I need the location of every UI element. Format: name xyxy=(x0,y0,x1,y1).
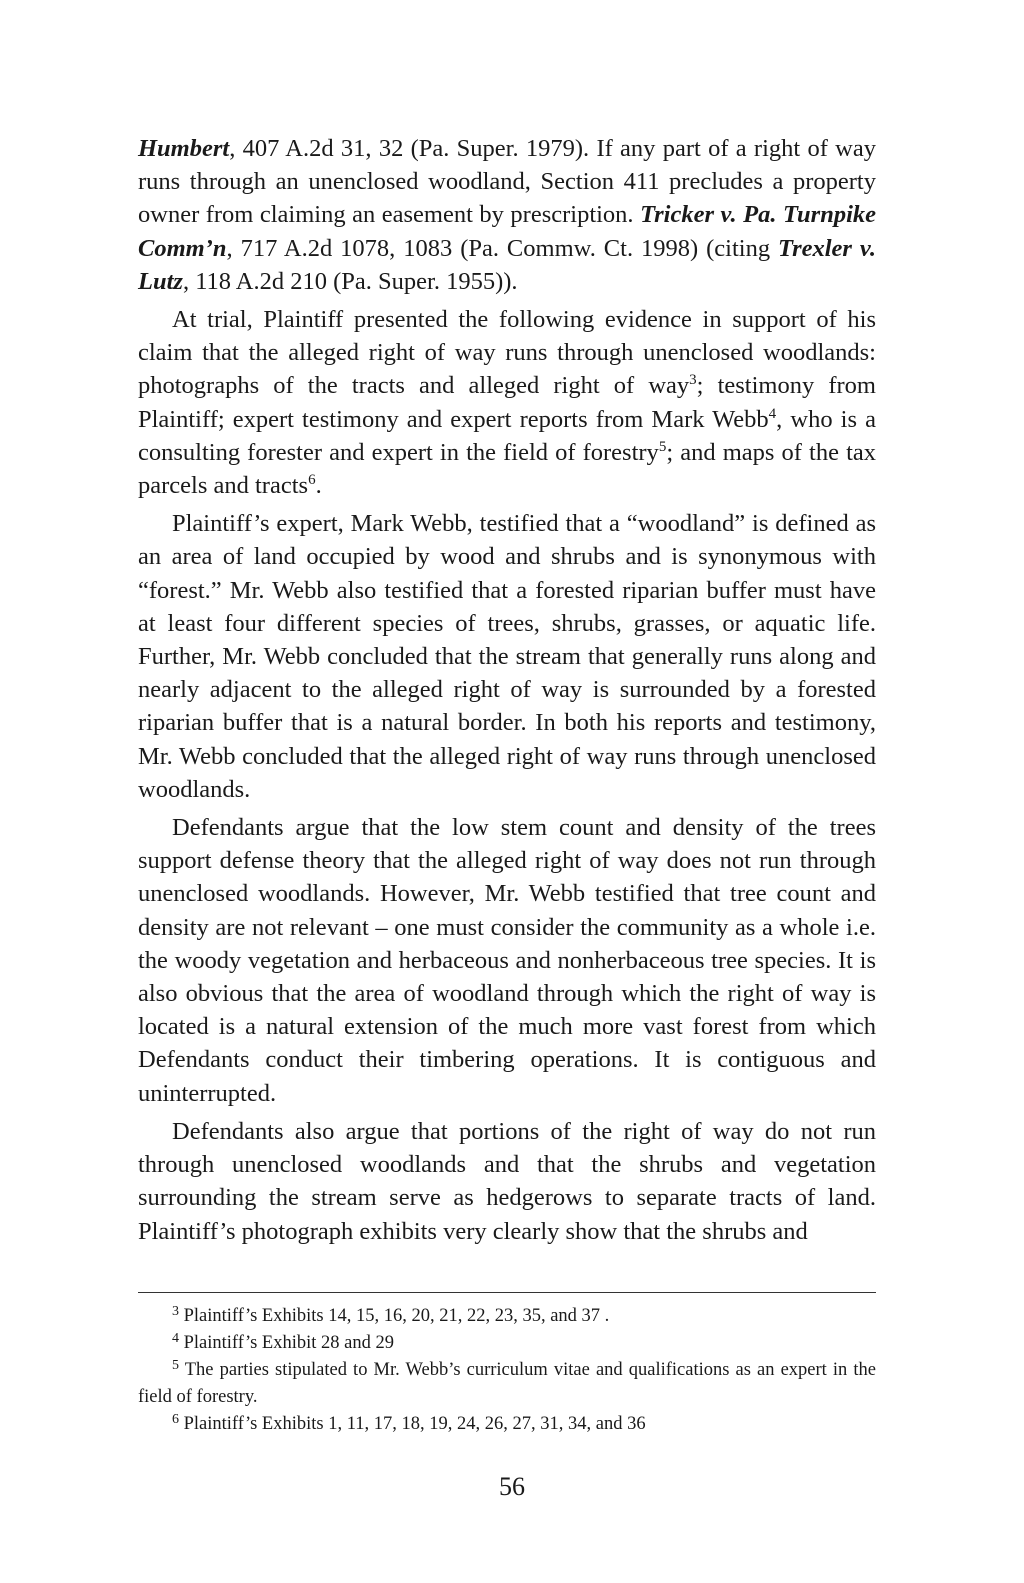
footnote-divider xyxy=(138,1292,876,1293)
footnote-3 xyxy=(138,1303,876,1330)
paragraph-text: , 118 A.2d 210 (Pa. Super. 1955)). xyxy=(182,267,518,295)
footnote-ref[interactable]: 6 xyxy=(308,472,316,489)
paragraph-text: ; and maps of the tax parcels and tracts xyxy=(138,438,877,500)
footnote-6 xyxy=(138,1411,876,1438)
paragraph-text: , 407 A.2d 31, 32 (Pa. Super. 1979). If any part of a right of way runs through an unenclosed woodland, Section 411 precludes a property owner from claiming an easement by prescription. xyxy=(138,135,876,229)
body-text xyxy=(138,132,876,1248)
footnote-number: 3 xyxy=(172,1304,179,1319)
footnote-text: The parties stipulated to Mr. Webb’s curriculum vitae and qualifications as an expert in the field of forestry. xyxy=(138,1360,876,1407)
footnote-ref[interactable]: 4 xyxy=(768,405,777,422)
case-citation: Trexler v. Lutz xyxy=(138,234,876,295)
footnotes xyxy=(138,1303,876,1438)
paragraph-text: . xyxy=(315,472,322,500)
footnote-ref[interactable]: 3 xyxy=(689,372,697,389)
footnote-4 xyxy=(138,1330,876,1357)
paragraph-text: , who is a consulting forester and expert in the field of forestry xyxy=(138,405,876,466)
footnote-text: Plaintiff’s Exhibit 28 and 29 xyxy=(179,1333,394,1353)
paragraph-2 xyxy=(138,303,876,502)
paragraph-4: Defendants argue that the low stem count and density of the trees support defense theory that the alleged right of way does not run through unenclosed woodlands. However, Mr. Webb testified that tree count and density are not relevant – one must consider the community as a whole i.e. the woody vegetation and herbaceous and nonherbaceous tree species. It is also obvious that the area of woodland through which the right of way is located is a natural extension of the much more vast forest from which Defendants conduct their timbering operations. It is contiguous and uninterrupted. xyxy=(138,814,876,1107)
footnote-ref[interactable]: 5 xyxy=(658,438,667,455)
footnote-number: 5 xyxy=(172,1358,179,1373)
footnote-number: 4 xyxy=(172,1331,179,1346)
footnote-text: Plaintiff’s Exhibits 1, 11, 17, 18, 19, 24, 26, 27, 31, 34, and 36 xyxy=(179,1414,646,1434)
paragraph-1 xyxy=(138,132,876,298)
paragraph-text: , 717 A.2d 1078, 1083 (Pa. Commw. Ct. 1998) (citing xyxy=(226,234,779,262)
case-citation: Tricker v. Pa. Turnpike Comm’n xyxy=(138,201,876,262)
case-citation: Humbert xyxy=(138,135,230,162)
footnote-5 xyxy=(138,1357,876,1411)
page-number: 56 xyxy=(499,1472,525,1501)
paragraph-text: ; testimony from Plaintiff; expert testimony and expert reports from Mark Webb xyxy=(138,372,876,433)
paragraph-3: Plaintiff’s expert, Mark Webb, testified that a “woodland” is defined as an area of land occupied by wood and shrubs and is synonymous with “forest.” Mr. Webb also testified that a forested riparian buffer must have at least four different species of trees, shrubs, grasses, or aquatic life. Further, Mr. Webb concluded that the stream that generally runs along and nearly adjacent to the alleged right of way is surrounded by a forested riparian buffer that is a natural border. In both his reports and testimony, Mr. Webb concluded that the alleged right of way runs through unenclosed woodlands. xyxy=(138,510,876,803)
paragraph-text: At trial, Plaintiff presented the following evidence in support of his claim that the alleged right of way runs through unenclosed woodlands: photographs of the tracts and alleged right of way xyxy=(138,306,876,400)
footnote-text: Plaintiff’s Exhibits 14, 15, 16, 20, 21, 22, 23, 35, and 37 . xyxy=(179,1306,610,1326)
paragraph-5: Defendants also argue that portions of the right of way do not run through unenclosed woodlands and that the shrubs and vegetation surrounding the stream serve as hedgerows to separate tracts of land. Plaintiff’s photograph exhibits very clearly show that the shrubs and xyxy=(138,1117,876,1245)
footnote-number: 6 xyxy=(172,1412,179,1427)
